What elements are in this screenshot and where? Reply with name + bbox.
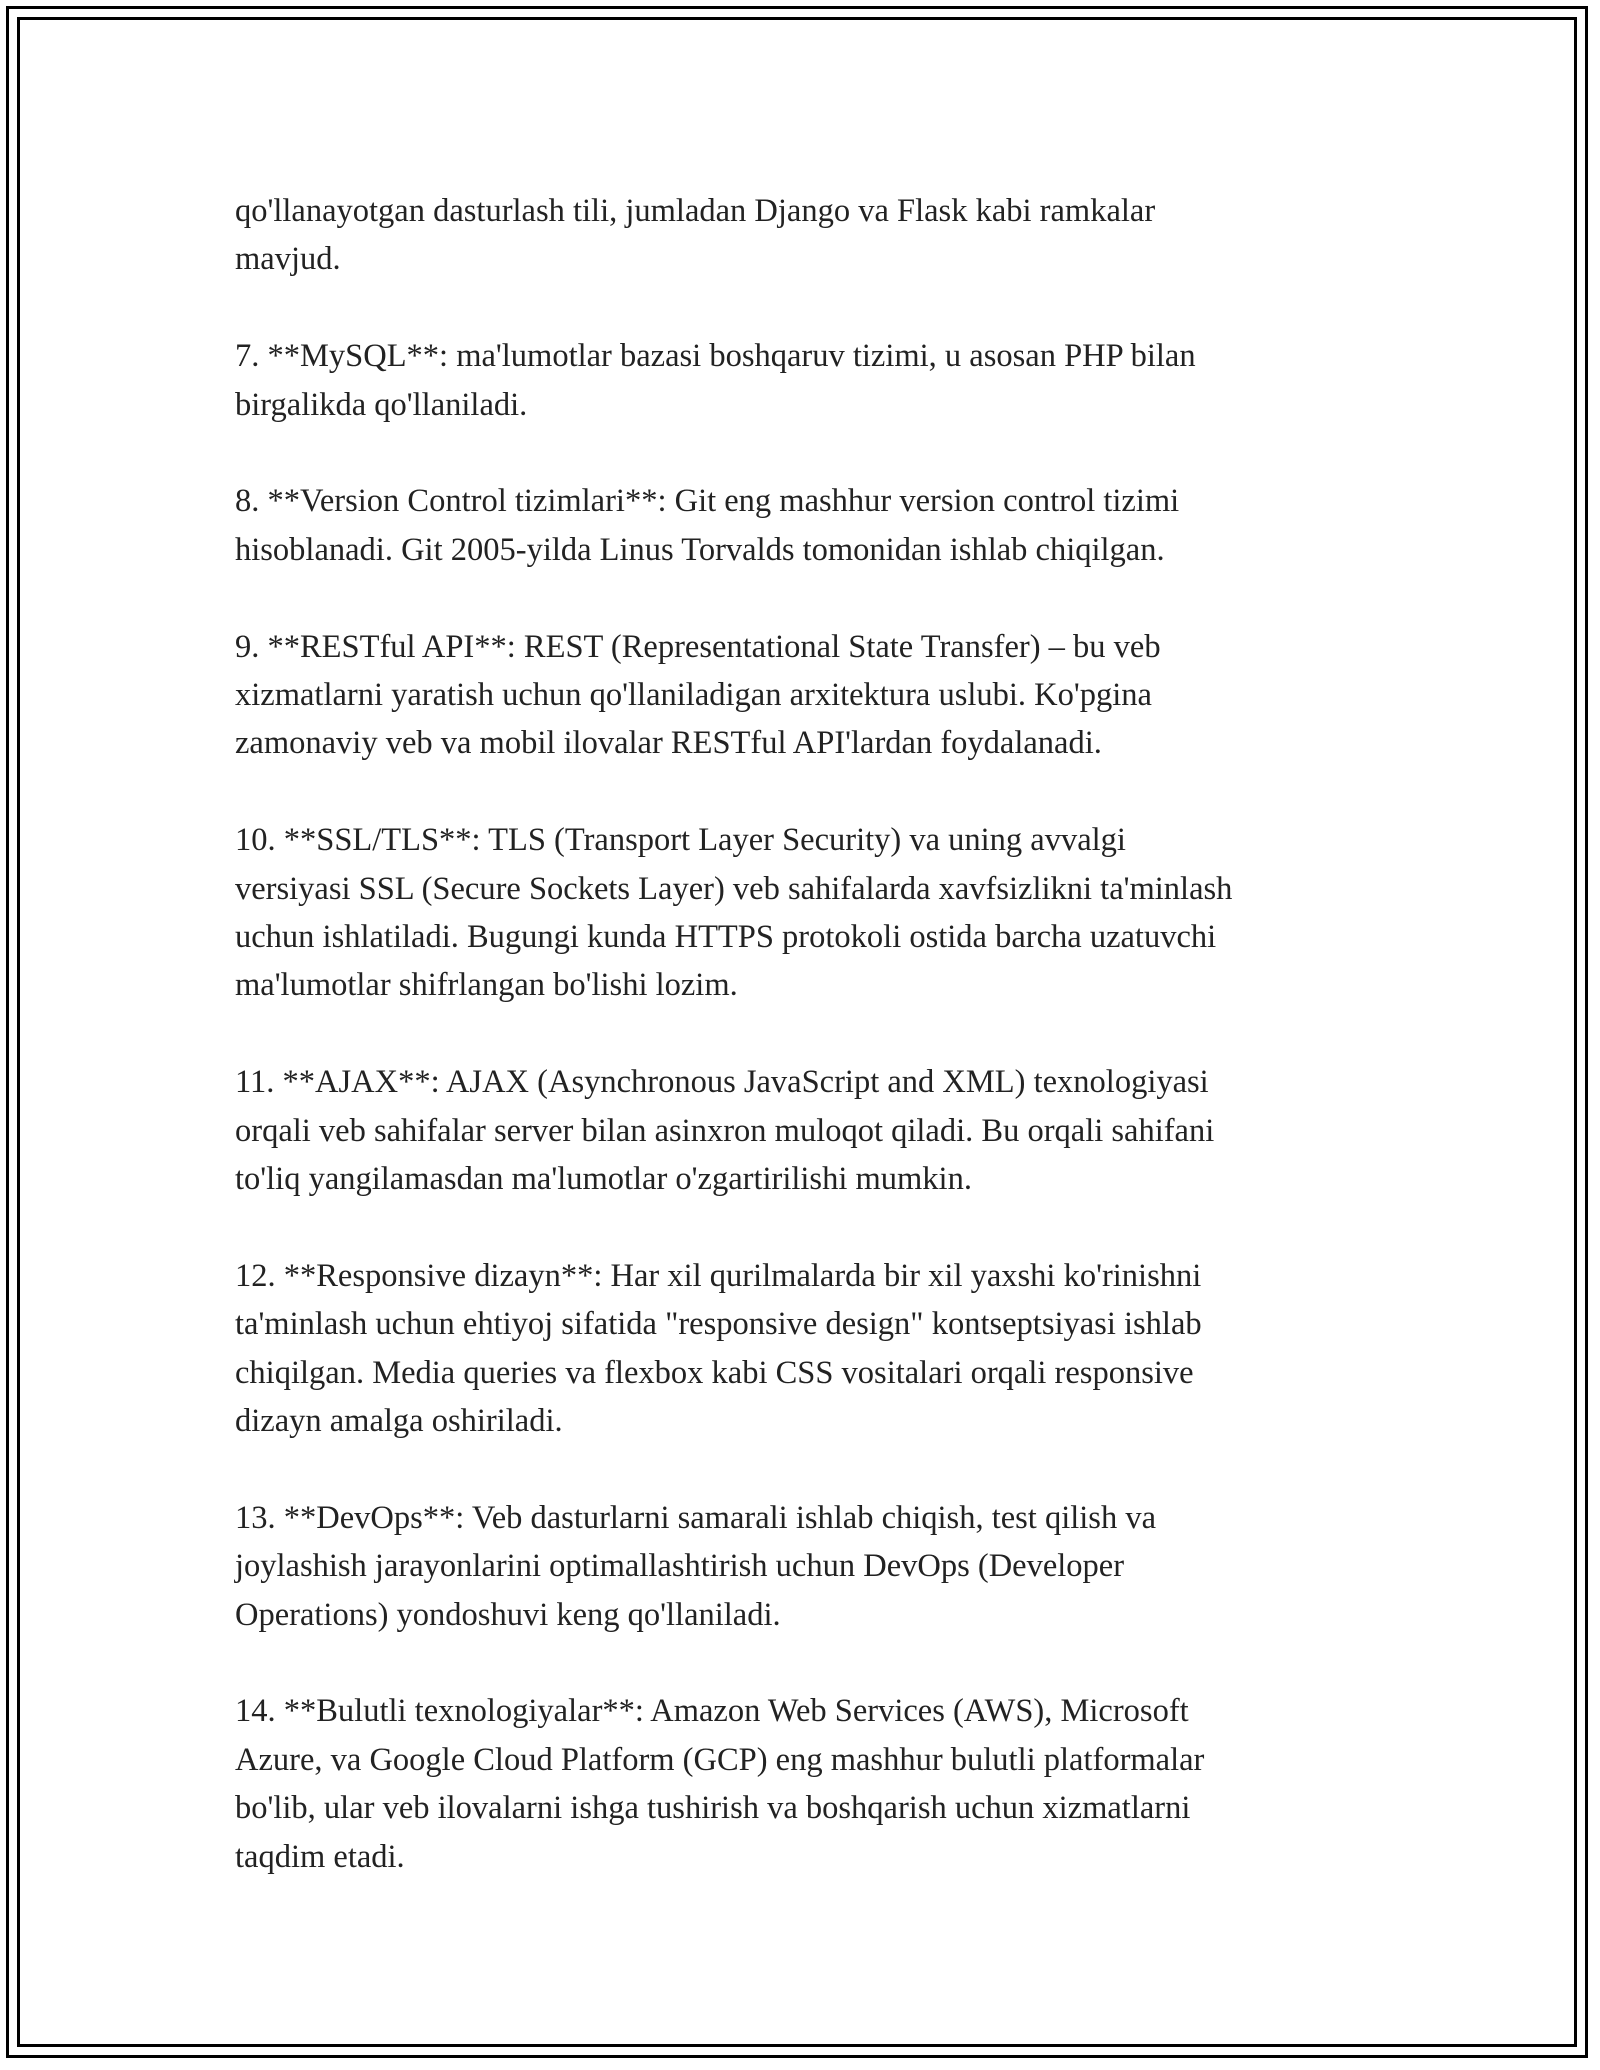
paragraph-ssl-tls: 10. **SSL/TLS**: TLS (Transport Layer Security) va uning avvalgi versiyasi SSL (Secure Sockets Layer) veb sahifalarda xavfsizlikni ta'minlash uchun ishlatiladi. Bugungi kunda HTTPS protokoli ostida barcha uzatuvchi ma'lumotlar shifrlangan bo'lishi lozim. [235,822,1233,1004]
paragraph-cloud: 14. **Bulutli texnologiyalar**: Amazon Web Services (AWS), Microsoft Azure, va Google Cloud Platform (GCP) eng mashhur bulutli platformalar bo'lib, ular veb ilovalarni ishga tushirish va boshqarish uchun xizmatlarni taqdim etadi. [235,1693,1205,1875]
paragraph-version-control: 8. **Version Control tizimlari**: Git eng mashhur version control tizimi hisoblanadi. Git 2005-yilda Linus Torvalds tomonidan ishlab chiqilgan. [235,483,1180,568]
document-body [235,187,1375,1929]
paragraph-devops: 13. **DevOps**: Veb dasturlarni samarali ishlab chiqish, test qilish va joylashish jarayonlarini optimallashtirish uchun DevOps (Developer Operations) yondoshuvi keng qo'llaniladi. [235,1499,1156,1633]
paragraph-responsive-design: 12. **Responsive dizayn**: Har xil qurilmalarda bir xil yaxshi ko'rinishni ta'minlash uchun ehtiyoj sifatida "responsive design" kontseptsiyasi ishlab chiqilgan. Media queries va flexbox kabi CSS vositalari orqali responsive dizayn amalga oshiriladi. [235,1257,1202,1440]
paragraph-mysql: 7. **MySQL**: ma'lumotlar bazasi boshqaruv tizimi, u asosan PHP bilan birgalikda qo'llaniladi. [235,338,1196,423]
paragraph-python-continued: qo'llanayotgan dasturlash tili, jumladan Django va Flask kabi ramkalar mavjud. [235,193,1156,278]
paragraph-restful-api: 9. **RESTful API**: REST (Representational State Transfer) – bu veb xizmatlarni yaratish uchun qo'llaniladigan arxitektura uslubi. Ko'pgina zamonaviy veb va mobil ilovalar RESTful API'lardan foydalanadi. [235,628,1161,762]
paragraph-ajax: 11. **AJAX**: AJAX (Asynchronous JavaScript and XML) texnologiyasi orqali veb sahifalar server bilan asinxron muloqot qiladi. Bu orqali sahifani to'liq yangilamasdan ma'lumotlar o'zgartirilishi mumkin. [235,1064,1215,1198]
